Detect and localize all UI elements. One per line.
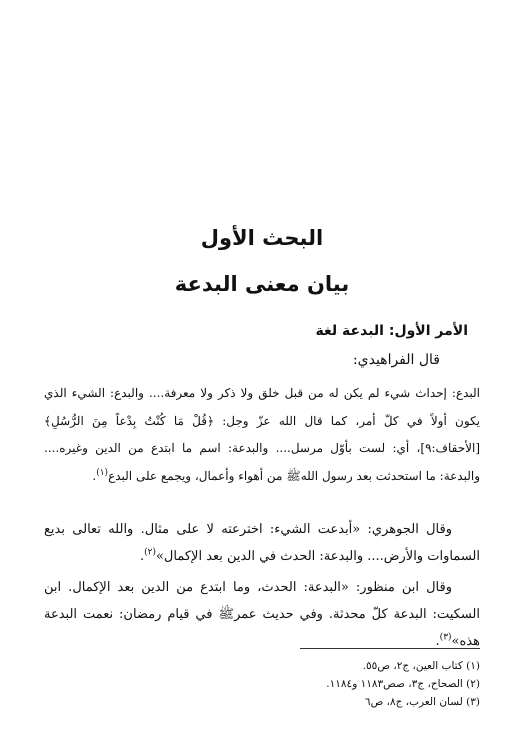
paragraph-text: وقال ابن منظور: «البدعة: الحدث، وما ابتدع من الدين بعد الإكمال. ابن السكيت: البدعة كلّ محدثة. وفي حديث عمرﷺ في قيام رمضان: نعمت البدعة هذه»: [44, 580, 480, 649]
footnote-ref: (٢): [144, 547, 156, 558]
chapter-heading: البحث الأول: [200, 226, 324, 250]
footnote: (١) كتاب العين، ج٢، ص٥٥.: [362, 660, 480, 672]
quote-attribution: قال الفراهيدي:: [352, 352, 440, 368]
footnote: (٣) لسان العرب، ج٨، ص٦: [364, 696, 480, 708]
paragraph-ibn-manzur: وقال ابن منظور: «البدعة: الحدث، وما ابتدع من الدين بعد الإكمال. ابن السكيت: البدعة كلّ محدثة. وفي حديث عمرﷺ في قيام رمضان: نعمت البدعة هذه»$^{(٣)}$.: [44, 580, 480, 649]
footnote-ref: (١): [96, 467, 109, 478]
section-title: الأمر الأول: البدعة لغة: [315, 323, 468, 339]
footnote: (٢) الصحاح، ج٣، صص١١٨٣ و١١٨٤.: [326, 678, 480, 690]
footnote-ref: (٣): [439, 632, 452, 643]
paragraph-jawhari: وقال الجوهري: «أبدعت الشيء: اخترعته لا على مثال. والله تعالى بديع السماوات والأرض.... والبدعة: الحدث في الدين بعد الإكمال»$^{(٢)}$.: [44, 522, 480, 564]
chapter-subheading: بيان معنى البدعة: [174, 272, 350, 296]
paragraph-text: وقال الجوهري: «أبدعت الشيء: اخترعته لا على مثال. والله تعالى بديع السماوات والأرض.... والبدعة: الحدث في الدين بعد الإكمال»: [44, 522, 480, 564]
footnotes: [44, 657, 480, 711]
footnote-divider: [300, 648, 480, 649]
quoted-definition: البدع: إحداث شيء لم يكن له من قبل خلق ولا ذكر ولا معرفة.... والبدع: الشيء الذي يكون أولاً في كلّ أمر، كما قال الله عزّ وجل: ﴿قُلْ مَا كُنْتُ بِدْعاً مِنَ الرُّسُلِ﴾ [الأحقاف:٩]، أي: لست بأوّل مرسل.... والبدعة: اسم ما ابتدع من الدين وغيره.... والبدعة: ما استحدثت بعد رسول اللهﷺ من أهواء وأعمال، ويجمع على البدع$^{(١)}$.: [44, 386, 481, 483]
quote-text: البدع: إحداث شيء لم يكن له من قبل خلق ولا ذكر ولا معرفة.... والبدع: الشيء الذي يكون أولاً في كلّ أمر، كما قال الله عزّ وجل: ﴿قُلْ مَا كُنْتُ بِدْعاً مِنَ الرُّسُلِ﴾ [الأحقاف:٩]، أي: لست بأوّل مرسل.... والبدعة: اسم ما ابتدع من الدين وغيره.... والبدعة: ما استحدثت بعد رسول اللهﷺ من أهواء وأعمال، ويجمع على البدع: [44, 386, 481, 483]
